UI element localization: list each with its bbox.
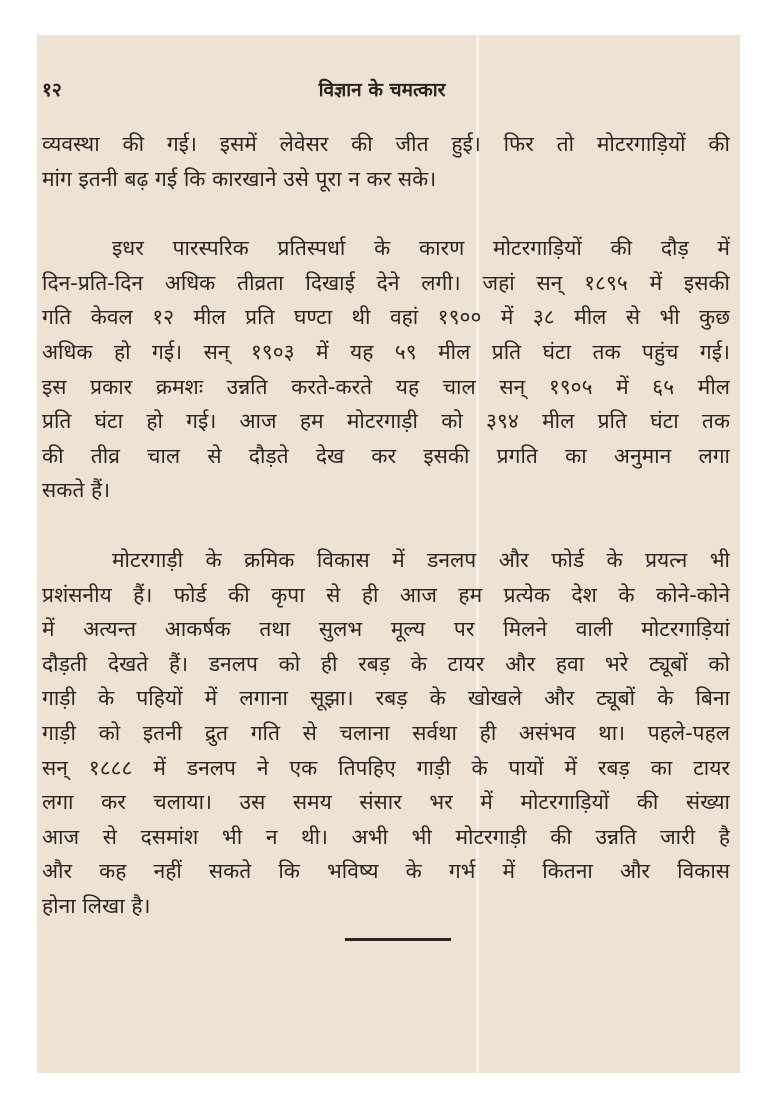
text-line: इस प्रकार क्रमशः उन्नति करते-करते यह चाल सन् १९०५ में ६५ मील	[42, 374, 730, 399]
paragraph	[42, 127, 730, 196]
text-line: इधर पारस्परिक प्रतिस्पर्धा के कारण मोटरगाड़ियों की दौड़ में	[112, 236, 730, 261]
text-line: गति केवल १२ मील प्रति घण्टा थी वहां १९०० में ३८ मील से भी कुछ	[42, 305, 730, 330]
text-line: अधिक हो गई। सन् १९०३ में यह ५९ मील प्रति घंटा तक पहुंच गई।	[42, 339, 730, 364]
text-line: मांग इतनी बढ़ गई कि कारखाने उसे पूरा न कर सके।	[42, 166, 437, 191]
text-line: और कह नहीं सकते कि भविष्य के गर्भ में कितना और विकास	[42, 859, 730, 884]
paragraph	[42, 231, 730, 508]
text-line: लगा कर चलाया। उस समय संसार भर में मोटरगाड़ियों की संख्या	[42, 790, 730, 815]
text-line: दौड़ती देखते हैं। डनलप को ही रबड़ के टायर और हवा भरे ट्यूबों को	[42, 651, 730, 676]
text-line: की तीव्र चाल से दौड़ते देख कर इसकी प्रगति का अनुमान लगा	[42, 443, 730, 468]
text-line: व्यवस्था की गई। इसमें लेवेसर की जीत हुई। फिर तो मोटरगाड़ियों की	[42, 132, 730, 156]
text-line: प्रति घंटा हो गई। आज हम मोटरगाड़ी को ३९४ मील प्रति घंटा तक	[42, 409, 730, 434]
text-line: आज से दसमांश भी न थी। अभी भी मोटरगाड़ी की उन्नति जारी है	[42, 824, 730, 849]
page-body-text	[42, 127, 730, 958]
page-number: १२	[42, 79, 62, 101]
text-line: मोटरगाड़ी के क्रमिक विकास में डनलप और फोर्ड के प्रयत्न भी	[112, 547, 730, 572]
text-line: दिन-प्रति-दिन अधिक तीव्रता दिखाई देने लगी। जहां सन् १८९५ में इसकी	[42, 270, 730, 295]
text-line: गाड़ी के पहियों में लगाना सूझा। रबड़ के खोखले और ट्यूबों के बिना	[42, 686, 730, 711]
text-line: होना लिखा है।	[42, 893, 151, 918]
text-line: सन् १८८८ में डनलप ने एक तिपहिए गाड़ी के पायों में रबड़ का टायर	[42, 755, 730, 780]
end-of-section-rule	[345, 938, 451, 941]
running-title: विज्ञान के चमत्कार	[318, 79, 446, 101]
text-line: में अत्यन्त आकर्षक तथा सुलभ मूल्य पर मिलने वाली मोटरगाड़ियां	[42, 617, 730, 642]
text-line: प्रशंसनीय हैं। फोर्ड की कृपा से ही आज हम प्रत्येक देश के कोने-कोने	[42, 582, 730, 607]
page-header	[42, 76, 722, 104]
paragraph	[42, 543, 730, 924]
text-line: गाड़ी को इतनी द्रुत गति से चलाना सर्वथा ही असंभव था। पहले-पहल	[42, 720, 730, 745]
text-line: सकते हैं।	[42, 478, 111, 503]
